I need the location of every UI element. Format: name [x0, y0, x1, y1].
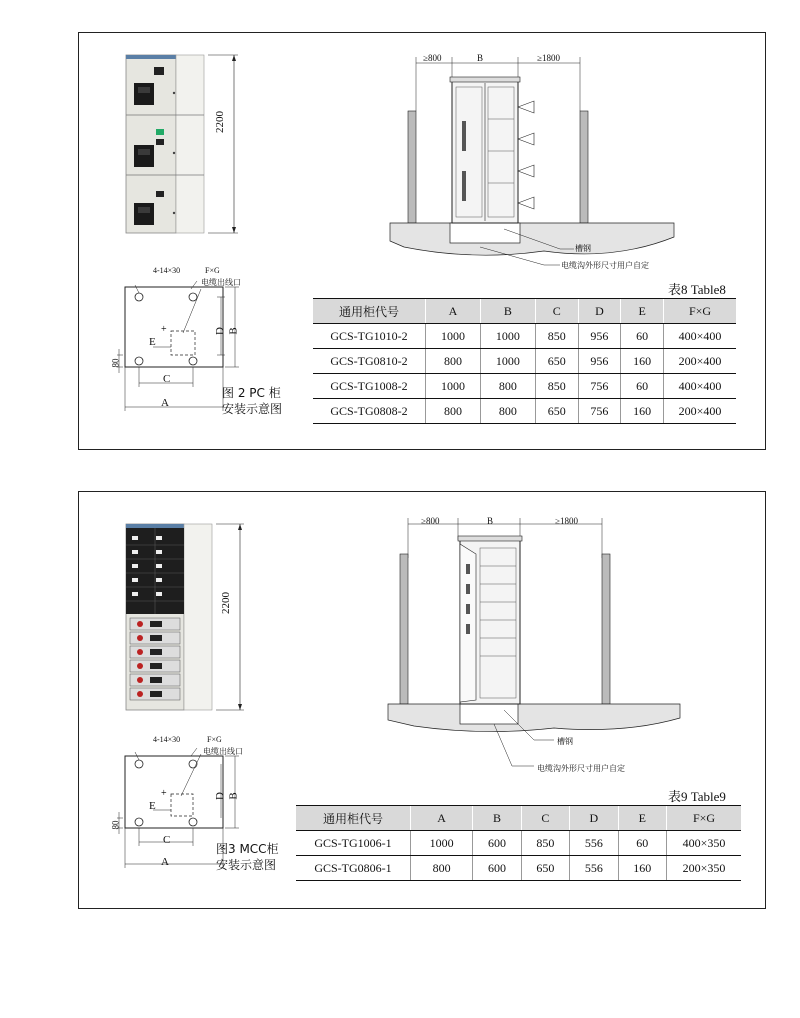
table9-header: 通用柜代号: [296, 806, 411, 831]
table-row: [296, 856, 741, 881]
table-cell: 600: [473, 856, 521, 881]
panel-pc-cabinet: [78, 32, 766, 450]
table-row: [313, 399, 736, 424]
mcc-width-label: B: [487, 516, 494, 526]
pc-fg-label: F×G: [205, 266, 220, 275]
table9-header: F×G: [667, 806, 742, 831]
pc-height-label: 2200: [214, 111, 226, 133]
table-cell: GCS-TG0810-2: [313, 349, 426, 374]
table-cell: 60: [621, 324, 664, 349]
table9: [296, 805, 741, 881]
table-cell: 650: [521, 856, 569, 881]
mcc-hole-label: 4-14×30: [153, 735, 181, 744]
table8: [313, 298, 736, 424]
table8-header: B: [480, 299, 535, 324]
table-cell: 850: [535, 324, 578, 349]
table8-header: D: [578, 299, 621, 324]
table-cell: 800: [426, 399, 481, 424]
table-cell: 1000: [480, 349, 535, 374]
table-cell: 1000: [426, 374, 481, 399]
table-cell: GCS-TG1008-2: [313, 374, 426, 399]
table9-header: E: [618, 806, 666, 831]
pc-hole-label: 4-14×30: [153, 266, 181, 275]
table-cell: 200×400: [664, 349, 737, 374]
table-row: [296, 831, 741, 856]
pc-width-label: B: [477, 53, 484, 63]
pc-cabinet-front-photo: [126, 53, 256, 238]
mcc-dim-b: B: [227, 792, 240, 800]
mcc-fg-label: F×G: [207, 735, 222, 744]
table-cell: 650: [535, 399, 578, 424]
table-cell: 1000: [426, 324, 481, 349]
mcc-cabinet-front-photo: [126, 522, 256, 714]
mcc-figure-title: 图3 MCC柜: [216, 842, 279, 856]
svg-text:+: +: [161, 788, 167, 799]
mcc-dim-a: A: [161, 856, 169, 868]
mcc-channel-steel-label: 槽钢: [557, 737, 573, 746]
mcc-height-label: 2200: [220, 592, 232, 614]
pc-side-view-drawing: [384, 51, 684, 276]
mcc-left-gap-label: ≥800: [421, 516, 440, 526]
pc-left-gap-label: ≥800: [423, 53, 442, 63]
mcc-right-gap-label: ≥1800: [555, 516, 578, 526]
mcc-dim-e: E: [149, 800, 156, 812]
table9-header: C: [521, 806, 569, 831]
table-cell: 60: [618, 831, 666, 856]
table-cell: 556: [570, 856, 618, 881]
mcc-dim-d: D: [213, 792, 226, 800]
pc-figure-subtitle: 安装示意图: [222, 402, 283, 416]
pc-channel-steel-label: 槽钢: [575, 244, 591, 253]
table8-header-row: [313, 299, 736, 324]
table9-header: D: [570, 806, 618, 831]
mcc-figure-caption: [216, 841, 279, 873]
table-cell: 160: [618, 856, 666, 881]
pc-dim-b: B: [227, 327, 240, 335]
svg-text:+: +: [161, 324, 167, 335]
table-cell: 600: [473, 831, 521, 856]
mcc-dim-c: C: [163, 834, 171, 846]
mcc-cable-outlet-label: 电缆出线口: [203, 747, 243, 756]
mcc-dim-80: 80: [110, 820, 121, 830]
table9-header: A: [411, 806, 473, 831]
table-row: [313, 324, 736, 349]
table-cell: 60: [621, 374, 664, 399]
pc-trench-label: 电缆沟外形尺寸用户自定: [561, 261, 649, 270]
table9-caption: 表9 Table9: [668, 789, 726, 804]
table-cell: GCS-TG1010-2: [313, 324, 426, 349]
table8-caption: 表8 Table8: [668, 282, 726, 297]
table-cell: 160: [621, 349, 664, 374]
pc-right-gap-label: ≥1800: [537, 53, 560, 63]
table-row: [313, 374, 736, 399]
table-cell: 756: [578, 374, 621, 399]
pc-dim-d: D: [213, 327, 226, 335]
table-cell: 850: [535, 374, 578, 399]
table8-header: C: [535, 299, 578, 324]
table-cell: 850: [521, 831, 569, 856]
table8-header: A: [426, 299, 481, 324]
pc-dim-e: E: [149, 336, 156, 348]
table-cell: 160: [621, 399, 664, 424]
table-cell: 400×350: [667, 831, 742, 856]
table-cell: 956: [578, 324, 621, 349]
table-cell: 400×400: [664, 374, 737, 399]
table-cell: 800: [480, 374, 535, 399]
table9-header: B: [473, 806, 521, 831]
mcc-side-view-drawing: [384, 514, 684, 776]
pc-figure-caption: [222, 385, 282, 417]
table-cell: GCS-TG1006-1: [296, 831, 411, 856]
table-cell: 1000: [411, 831, 473, 856]
table8-header: F×G: [664, 299, 737, 324]
table-row: [313, 349, 736, 374]
table-cell: 1000: [480, 324, 535, 349]
table-cell: 556: [570, 831, 618, 856]
mcc-trench-label: 电缆沟外形尺寸用户自定: [537, 764, 625, 773]
table-cell: 956: [578, 349, 621, 374]
table8-header: E: [621, 299, 664, 324]
table-cell: 800: [426, 349, 481, 374]
table-cell: 200×400: [664, 399, 737, 424]
table-cell: 756: [578, 399, 621, 424]
pc-figure-title: 图 2 PC 柜: [222, 386, 281, 400]
table-cell: GCS-TG0808-2: [313, 399, 426, 424]
pc-dim-80: 80: [110, 358, 121, 368]
mcc-figure-subtitle: 安装示意图: [216, 858, 277, 872]
panel-mcc-cabinet: [78, 491, 766, 909]
table9-header-row: [296, 806, 741, 831]
table8-header: 通用柜代号: [313, 299, 426, 324]
pc-dim-a: A: [161, 397, 169, 409]
pc-cable-outlet-label: 电缆出线口: [201, 278, 241, 287]
table-cell: 800: [480, 399, 535, 424]
table-cell: GCS-TG0806-1: [296, 856, 411, 881]
table-cell: 400×400: [664, 324, 737, 349]
table-cell: 200×350: [667, 856, 742, 881]
table-cell: 800: [411, 856, 473, 881]
table-cell: 650: [535, 349, 578, 374]
pc-dim-c: C: [163, 373, 171, 385]
